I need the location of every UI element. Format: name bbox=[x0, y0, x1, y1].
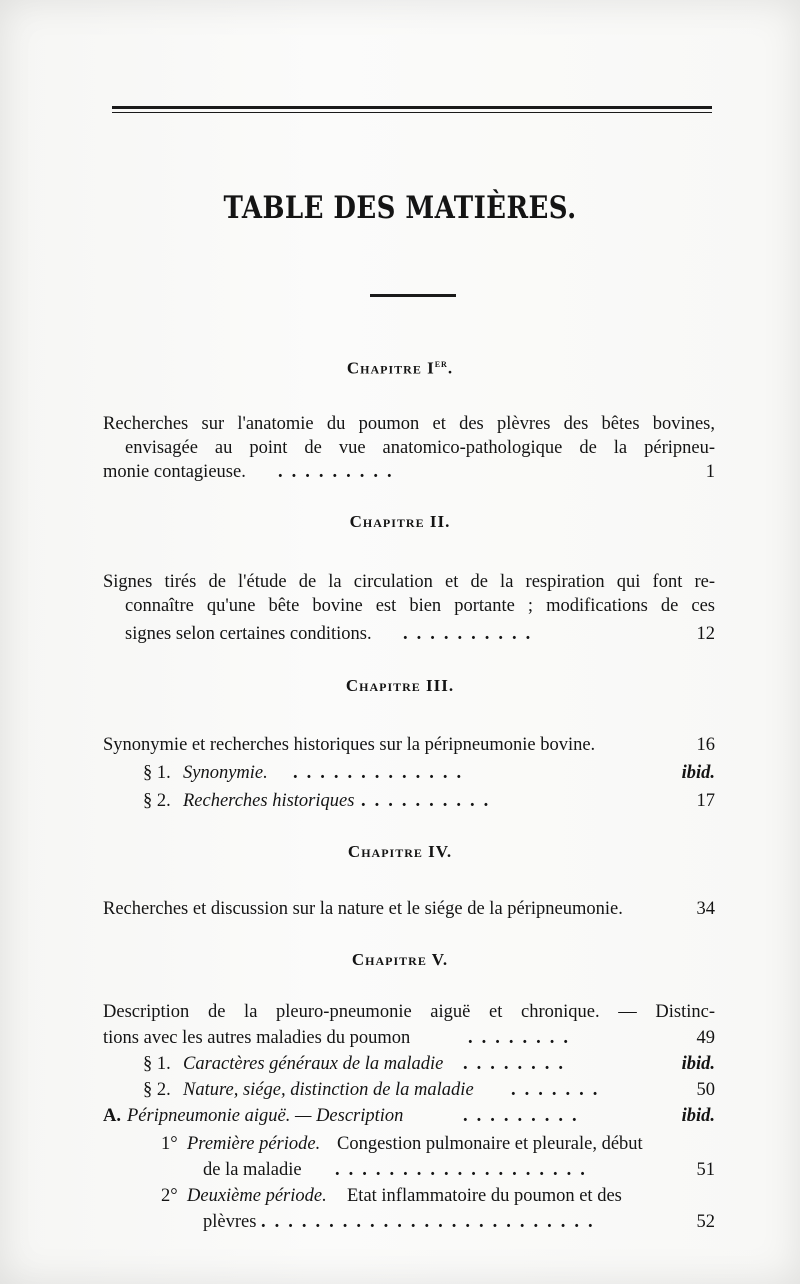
section-a-page: ibid. bbox=[681, 1106, 715, 1126]
chapter-1-last-line bbox=[103, 460, 715, 484]
chapter-2-line-1: Signes tirés de l'étude de la circulation et de la respiration qui font re- bbox=[103, 572, 715, 592]
period-2-line-1 bbox=[103, 1184, 715, 1208]
sub-1-text: Caractères généraux de la maladie bbox=[183, 1054, 444, 1074]
sub-1-num: § 1. bbox=[143, 1054, 171, 1074]
chapter-5-page: 49 bbox=[696, 1028, 715, 1048]
sub-2-page: 17 bbox=[696, 791, 715, 811]
chapter-2-page: 12 bbox=[696, 624, 715, 644]
period-2-label: Deuxième période. bbox=[187, 1186, 327, 1206]
chapter-3-main-text: Synonymie et recherches historiques sur la péripneumonie bovine. bbox=[103, 735, 596, 755]
chapter-5-line-1: Description de la pleuro-pneumonie aiguë et chronique. — Distinc- bbox=[103, 1002, 715, 1022]
chapter-5-entry bbox=[103, 1000, 715, 1232]
chapter-2-line-3: signes selon certaines conditions. bbox=[125, 624, 372, 644]
leader-dots: ........ bbox=[468, 1028, 577, 1048]
chapter-2-line-2: connaître qu'une bête bovine est bien portante ; modifications de ces bbox=[125, 596, 715, 616]
period-2-line-2 bbox=[103, 1210, 715, 1234]
sub-2-num: § 2. bbox=[143, 1080, 171, 1100]
period-2-num: 2° bbox=[161, 1186, 178, 1206]
chapter-3-heading: Chapitre III. bbox=[345, 676, 455, 695]
chapter-3-main-page: 16 bbox=[696, 735, 715, 755]
period-1-num: 1° bbox=[161, 1134, 178, 1154]
leader-dots: .......... bbox=[361, 791, 498, 811]
leader-dots: ................... bbox=[335, 1160, 594, 1180]
sub-1-text: Synonymie. bbox=[183, 763, 268, 783]
leader-dots: ......................... bbox=[261, 1212, 602, 1232]
page-title: TABLE DES MATIÈRES. bbox=[223, 190, 577, 226]
sub-2-text: Nature, siége, distinction de la maladie bbox=[183, 1080, 474, 1100]
sub-2-num: § 2. bbox=[143, 791, 171, 811]
section-a-text: Péripneumonie aiguë. — Description bbox=[127, 1106, 404, 1126]
chapter-1-page: 1 bbox=[705, 462, 715, 482]
leader-dots: ....... bbox=[511, 1080, 607, 1100]
chapter-4-main-text: Recherches et discussion sur la nature et le siége de la péripneumonie. bbox=[103, 899, 623, 919]
sub-1-page: ibid. bbox=[681, 763, 715, 783]
chapter-2-entry bbox=[103, 570, 715, 644]
header-rule-thin bbox=[112, 112, 712, 113]
leader-dots: ........ bbox=[463, 1054, 572, 1074]
sub-1-num: § 1. bbox=[143, 763, 171, 783]
period-1-line-2 bbox=[103, 1158, 715, 1182]
chapter-1-heading: Chapitre Ier. bbox=[346, 358, 454, 378]
chapter-2-heading: Chapitre II. bbox=[349, 512, 451, 531]
chapter-4-heading: Chapitre IV. bbox=[347, 842, 453, 861]
chapter-3-sub-1 bbox=[103, 761, 715, 785]
chapter-1-line-1: Recherches sur l'anatomie du poumon et des plèvres des bêtes bovines, bbox=[103, 414, 715, 434]
chapter-5-sub-2 bbox=[103, 1078, 715, 1102]
period-1-page: 51 bbox=[696, 1160, 715, 1180]
header-rule-thick bbox=[112, 106, 712, 109]
chapter-2-last-line bbox=[103, 622, 715, 646]
period-1-rest: Congestion pulmonaire et pleurale, début bbox=[337, 1134, 643, 1154]
chapter-1-line-2: envisagée au point de vue anatomico-pathologique de la péripneu- bbox=[125, 438, 715, 458]
chapter-5-section-a bbox=[103, 1104, 715, 1128]
chapter-5-heading: Chapitre V. bbox=[351, 950, 449, 969]
chapter-5-last-line bbox=[103, 1026, 715, 1050]
chapter-1-entry bbox=[103, 412, 715, 482]
chapter-1-line-3: monie contagieuse. bbox=[103, 462, 246, 482]
period-2-rest: Etat inflammatoire du poumon et des bbox=[347, 1186, 622, 1206]
chapter-5-line-2: tions avec les autres maladies du poumon bbox=[103, 1028, 411, 1048]
chapter-3-sub-2 bbox=[103, 789, 715, 813]
chapter-3-main bbox=[103, 733, 715, 757]
period-1-label: Première période. bbox=[187, 1134, 321, 1154]
chapter-5-sub-1 bbox=[103, 1052, 715, 1076]
chapter-4-main-page: 34 bbox=[696, 899, 715, 919]
leader-dots: ......... bbox=[463, 1106, 586, 1126]
period-1-cont: de la maladie bbox=[203, 1160, 302, 1180]
sub-2-text: Recherches historiques bbox=[183, 791, 355, 811]
period-2-page: 52 bbox=[696, 1212, 715, 1232]
leader-dots: ............. bbox=[293, 763, 471, 783]
period-1-line-1 bbox=[103, 1132, 715, 1156]
title-divider bbox=[370, 294, 456, 297]
period-2-cont: plèvres bbox=[203, 1212, 257, 1232]
leader-dots: ......... bbox=[278, 462, 401, 482]
chapter-4-main bbox=[103, 897, 715, 921]
leader-dots: .......... bbox=[403, 624, 540, 644]
section-a-letter: A. bbox=[103, 1106, 121, 1126]
sub-1-page: ibid. bbox=[681, 1054, 715, 1074]
sub-2-page: 50 bbox=[696, 1080, 715, 1100]
